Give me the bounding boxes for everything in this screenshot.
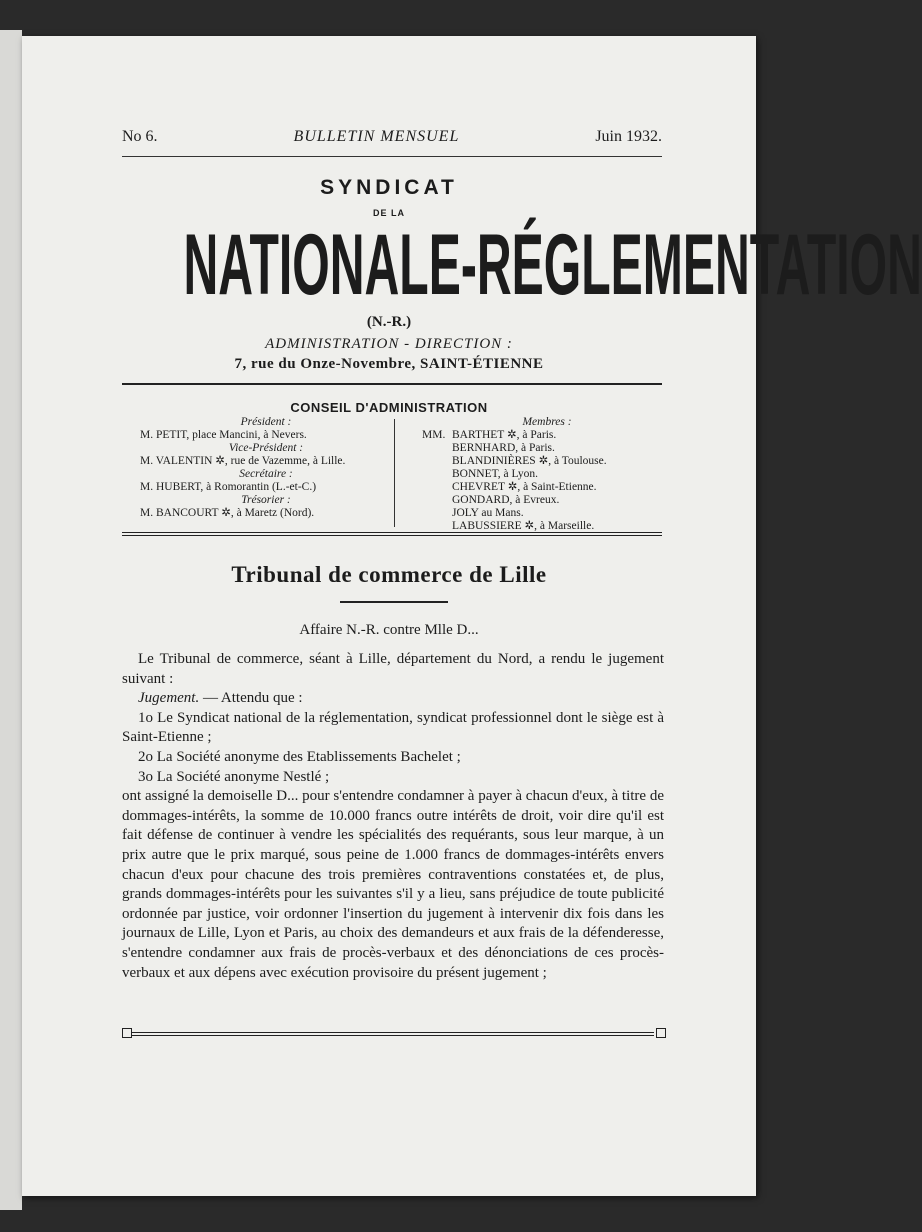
section-rule — [122, 532, 662, 533]
issue-number: No 6. — [122, 128, 158, 145]
member-entry: BLANDINIÈRES ✲, à Toulouse. — [452, 455, 607, 467]
member-entry: CHEVRET ✲, à Saint-Etienne. — [452, 481, 597, 493]
masthead-abbreviation: (N.-R.) — [366, 314, 412, 330]
officer-entry: M. BANCOURT ✲, à Maretz (Nord). — [140, 507, 315, 519]
members-column — [422, 416, 672, 533]
paragraph: 1o Le Syndicat national de la réglementation, syndicat professionnel dont le siège est à Saint-Etienne ; — [122, 709, 664, 746]
paragraph: Le Tribunal de commerce, séant à Lille, département du Nord, a rendu le jugement suivant : — [122, 651, 664, 687]
paragraph: ont assigné la demoiselle D... pour s'entendre condamner à payer à chacun d'eux, à titre de dommages-intérêts, la somme de 10.000 francs outre intérêts de droit, voir dire qu'il est fait défense de continuer à vendre les spécialités des requérants, sous leur marque, à un prix autre que le prix marqué, sous peine de 1.000 francs de dommages-intérêts envers chacun d'eux pour chacune des trois premières contraventions constatées et, de plus, grands dommages-intérêts pour les suivantes s'il y a lieu, sans préjudice de toute publicité ordonnée par justice, voir ordonner l'insertion du jugement à intervenir dix fois dans les journaux de Lille, Lyon et Paris, au choix des demandeurs et aux frais de la défenderesse, s'entendre condamner aux frais de procès-verbaux et des dénonciations de ces procès-verbaux et aux dépens avec exécution provisoire du présent jugement ; — [122, 788, 664, 981]
member-entry: BONNET, à Lyon. — [452, 468, 539, 480]
masthead-address: 7, rue du Onze-Novembre, SAINT-ÉTIENNE — [234, 356, 544, 372]
jugement-label: Jugement. — [138, 690, 200, 707]
mm-prefix: MM. — [422, 429, 446, 441]
member-entry: BARTHET ✲, à Paris. — [452, 429, 557, 441]
member-entry: LABUSSIERE ✲, à Marseille. — [452, 520, 595, 532]
article-body — [122, 650, 664, 983]
paragraph: 2o La Société anonyme des Etablissements Bachelet ; — [138, 748, 461, 765]
paragraph: Jugement. — Attendu que : — [138, 690, 303, 707]
role-label: Vice-Président : — [228, 442, 304, 454]
member-entry: BERNHARD, à Paris. — [452, 442, 555, 454]
footer-rule — [130, 1032, 654, 1033]
officer-entry: M. PETIT, place Mancini, à Nevers. — [140, 429, 307, 441]
officer-entry: M. VALENTIN ✲, rue de Vazemme, à Lille. — [140, 455, 346, 467]
article-title: Tribunal de commerce de Lille — [231, 562, 547, 587]
masthead-admin: ADMINISTRATION - DIRECTION : — [265, 336, 513, 352]
document-page — [22, 36, 922, 1196]
member-entry: JOLY au Mans. — [452, 507, 524, 519]
members-label: Membres : — [522, 416, 572, 428]
case-title: Affaire N.-R. contre Mlle D... — [299, 622, 479, 638]
footer-square-ornament — [656, 1028, 666, 1038]
masthead-rule — [122, 383, 662, 385]
officers-column — [140, 416, 392, 520]
role-label: Secrétaire : — [239, 468, 293, 480]
column-divider — [394, 419, 395, 527]
header-rule — [122, 156, 662, 157]
footer-square-ornament — [122, 1028, 132, 1038]
running-header — [122, 128, 662, 146]
officer-entry: M. HUBERT, à Romorantin (L.-et-C.) — [140, 481, 317, 493]
role-label: Président : — [240, 416, 292, 428]
bulletin-title: BULLETIN MENSUEL — [293, 128, 460, 145]
masthead-de-la: DE LA — [373, 208, 405, 218]
paragraph: 3o La Société anonyme Nestlé ; — [138, 768, 330, 785]
role-label: Trésorier : — [241, 494, 291, 506]
conseil-title: CONSEIL D'ADMINISTRATION — [290, 400, 488, 415]
title-underline — [340, 601, 448, 603]
masthead-title: NATIONALE-RÉGLEMENTATION — [183, 217, 922, 313]
adjacent-page-edge — [0, 30, 22, 1210]
member-entry: GONDARD, à Evreux. — [452, 494, 560, 506]
section-rule — [122, 535, 662, 536]
masthead-syndicat: SYNDICAT — [320, 176, 458, 199]
issue-date: Juin 1932. — [595, 128, 662, 145]
footer-rule — [130, 1035, 654, 1036]
